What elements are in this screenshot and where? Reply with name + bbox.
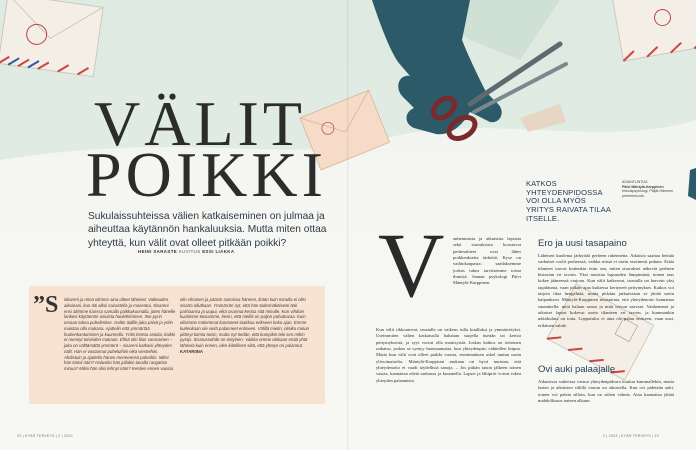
- drop-cap: V: [378, 214, 445, 316]
- footer-right: 2 | 2024 | KYÄR TERVEYS | 23: [603, 434, 659, 438]
- quote-mark: ”S: [33, 292, 59, 318]
- byline-text-author: HEINI SARASTE: [138, 249, 178, 254]
- testimonial-column-1: iskareni ja minä olimme aina olleet läheiset. Vaikeuden aikoinani, kun äiti alkoi sairastella ja masentui, Sisareni ensi äitimme kanssa samalla paikkakunnalla, joten hänelle lankesi käytännön asioista huolehtiminen. Itse pyrin omaan tukea puhelimitse. Isoltin äidille joka päivä ja yritin muistaa olla mukana. Ajattelin että ymmärtää huolenkantamisen ja kuunnella. Yritin kertoa asioita, kaikki ei mennyt toiveiden mukaan. Ehkä olin liian varovainen – joka on välttämättä ymmärrä – sisareni katkaisi yhteyden välit. Hän ei vastannut puheluihini eikä viesteihini. Ahdistuin ja ajattelin hänen menneensä pahoihin. Miksi hän toimii näin? Halusiko hän jollakin tavalla rangaista minua? Miksi hän olisi tehnyt näin? Kenties ennen vuosia.: [64, 297, 176, 371]
- body-column-1-top: anhemmista ja aikuisista lapsista sekä sisaruksista koostuvat perhesuhteet ovat lähes poikkeuksetta tärkeitä. Kyse on vaihtokaupasta: saadaksemme joskus tukea tarvitsemme toisia ihmisiä. Saman psykologi Päivi Mäntylä-Karppinen.: [453, 236, 521, 286]
- article-title-line-2: POIKKI: [86, 139, 327, 210]
- caption-name: Päivi Mäntylä-Karppinen: [622, 184, 664, 189]
- caption-role: erikoispsykologi, Päijät-Hämeen perheneuvola: [622, 189, 674, 199]
- byline-illustration-label: KUVITUS: [178, 249, 201, 254]
- body-column-2-bottom: Aikuisissa suhteissa vastuu yhteydenpidosta kuuluu kummallekin, mutta lasten ja aikuisten välillä vastuu on aikuisella. Kun ovi pidetään auki, toinen voi palata silloin, kun on siihen valmis. Aina kannattaa jättää mahdollisuus uuteen alkuun.: [538, 379, 674, 403]
- envelope-icon: [0, 0, 103, 77]
- byline-illustrator: ESSI LIAKKA: [202, 249, 235, 254]
- byline: [138, 249, 234, 254]
- pull-quote: KATKOS YHTEYDENPIDOSSA VOI OLLA MYÖS YRITYS RAIVATA TILAA ITSELLE.: [526, 179, 611, 223]
- testimonial-signature: KATARIINA: [180, 348, 203, 354]
- body-column-2-top: Läheisen kuolema järkyttää perheen rakennetta. Aikuisia saattaa heittää varhaiset roolit perheessä, vaikka niistä ei usein avoimesti puhuta. Eräät tilanteet tuovat kuitenkin esiin sen, miten sisarukset näkevät perheen historian eri tavoin. Yksi muistaa lapsuuden lämpimänä, toinen taas kokee jääneensä varjoon. Kun välit katkeavat, taustalla on harvoin yksi tapahtuma, vaan pitkän ajan kuluessa kertyneet pettymykset. Katkos voi tarjota tilaa hengähtää, mutta pitkään jatkuessaan se jättää usein kaipauksen. Mäntylä-Karppinen muistuttaa, että yhteydenotto kannattaa suunnitella: mitä haluan sanoa ja mitä toivon saavani. Vanhemmat ja aikuiset lapset kokevat usein tilanteen eri tavoin, ja kummankin näkökulma on totta. Lopputulos ei aina ole paluu entiseen, vaan uusi, erilainen suhde.: [538, 253, 674, 328]
- testimonial-column-2-text: olin vihainen ja pääsin sanoissa häneen, ikään kuin minulla ei olisi sisarta ollutkaan. Ymmärrän nyt, että hän todennäköisesti teki parhaansa ja uupui, eikä osannut kertoa sitä minulle. Kun vihdoin kuulimme toisiamme, tiesin, että meillä on paljon puhuttavaa. Kuin olisimme molemmat kantaneet taakkaa erikseen koko ajan. Emme kuitenkaan ole vielä palanneet entiseen. Välillä mietin, olisiko minun pitänyt toimia toisin, mutta nyt tiedän, että kumpikin teki sen mihin pystyi. Sisarussuhde on erityinen. Vaikka emme olekaan enää yhtä läheisiä kuin ennen, olen kiitollinen siitä, että yhteys on palannut.: [180, 297, 309, 348]
- subheading-2: Ovi auki palaajalle: [538, 364, 616, 375]
- footer-left: 22 | KYÄR TERVEYS | 2 | 2024: [17, 434, 73, 438]
- subheading-1: Ero ja uusi tasapaino: [538, 238, 627, 249]
- article-title-line-1: VÄLIT: [94, 88, 306, 159]
- article-lead: Sukulaissuhteissa välien katkaiseminen on julmaa ja aiheuttaa käytännön hankaluuksia. Mutta miten ottaa yhteyttä, kun välit ovat olleet pitkään poikki?: [88, 211, 327, 249]
- expert-caption: [622, 180, 684, 199]
- body-column-1-bottom: Kun välit rikkoutuvat, taustalla on vaikeus tulla kuulluksi ja ymmärretyksi. Useimmiten välien katkaisulla halutaan suojella itseään tai kertoa pettymyksestä, ja syyt voivat olla monisyisiä. Joskus katkos on tietoinen ratkaisu, joskus se syntyy huomaamatta, kun yhteydenpito vähitellen hiipuu. Mutta kun välit ovat olleet poikki vuosia, ensimmäinen askel tuntuu usein ylivoimaiselta. Mäntylä-Karppisen mukaan on hyvä muistaa, että yhteydenotto ei vaadi täydellisiä sanoja. – Jos pitkän tauon jälkeen toinen vastaa, kannattaa edetä rauhassa ja kuunnella. Lapset ja lähipiiri voivat tukea yhteyden palaamista.: [376, 327, 521, 383]
- testimonial-column-2: [180, 297, 318, 355]
- caption-label: ASIANTUNTIJA: [622, 180, 648, 184]
